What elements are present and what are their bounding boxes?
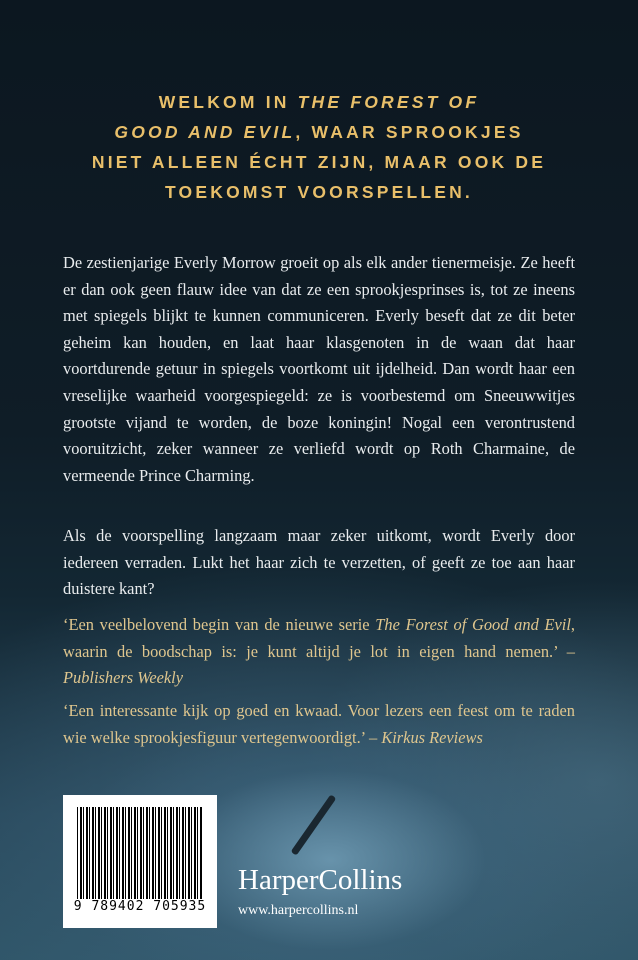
tagline-text: , WAAR SPROOKJES <box>295 122 524 142</box>
apple-stem-illustration <box>291 794 337 855</box>
review-quote <box>63 612 575 692</box>
tagline-title: GOOD AND EVIL <box>114 122 296 142</box>
tagline <box>0 87 638 207</box>
barcode <box>63 795 217 928</box>
review-quote <box>63 698 575 751</box>
tagline-text: WELKOM IN <box>158 92 298 112</box>
review-series-title: The Forest of Good and Evil <box>375 615 571 634</box>
review-text: , waarin de boodschap is: je kunt altijd je lot in eigen hand nemen.’ – <box>63 615 576 661</box>
review-source: Kirkus Reviews <box>381 727 483 747</box>
tagline-line <box>0 117 638 147</box>
review-source: Publishers Weekly <box>63 668 184 688</box>
tagline-title: THE FOREST OF <box>297 92 480 112</box>
isbn-number: 9 789402 705935 <box>73 899 207 914</box>
barcode-bars <box>77 807 203 899</box>
blurb-paragraph-1: De zestienjarige Everly Morrow groeit op als elk ander tienermeisje. Ze heeft er dan ook geen flauw idee van dat ze een sprookjesprinses is, tot ze ineens met spiegels blijkt te kunnen communiceren. Everly beseft dat ze dit beter geheim kan houden, en laat haar klasgenoten in de waan dat haar voortdurende getuur in spiegels voortkomt uit ijdelheid. Dan wordt haar een vreselijke waarheid voorgespiegeld: ze is voorbestemd om Sneeuwwitjes grootste vijand te worden, de boze koningin! Nogal een verontrustend vooruitzicht, zeker wanneer ze verliefd wordt op Roth Charmaine, de vermeende Prince Charming. <box>63 253 575 485</box>
tagline-text: TOEKOMST VOORSPELLEN. <box>164 182 473 202</box>
tagline-line <box>0 147 638 177</box>
tagline-text: NIET ALLEEN ÉCHT ZIJN, MAAR OOK DE <box>91 152 547 172</box>
review-text: ‘Een interessante kijk op goed en kwaad. Voor lezers een feest om te raden wie welke sprookjesfiguur vertegenwoordigt.’ – <box>63 701 575 747</box>
blurb-paragraph-2: Als de voorspelling langzaam maar zeker uitkomt, wordt Everly door iedereen verraden. Lukt het haar zich te verzetten, of geeft ze toe aan haar duistere kant? <box>63 526 575 599</box>
publisher-logo: HarperCollins <box>238 864 403 896</box>
publisher-url[interactable]: www.harpercollins.nl <box>238 903 359 918</box>
tagline-line <box>0 177 638 207</box>
review-text: ‘Een veelbelovend begin van de nieuwe serie <box>63 615 376 634</box>
tagline-line <box>0 87 638 117</box>
